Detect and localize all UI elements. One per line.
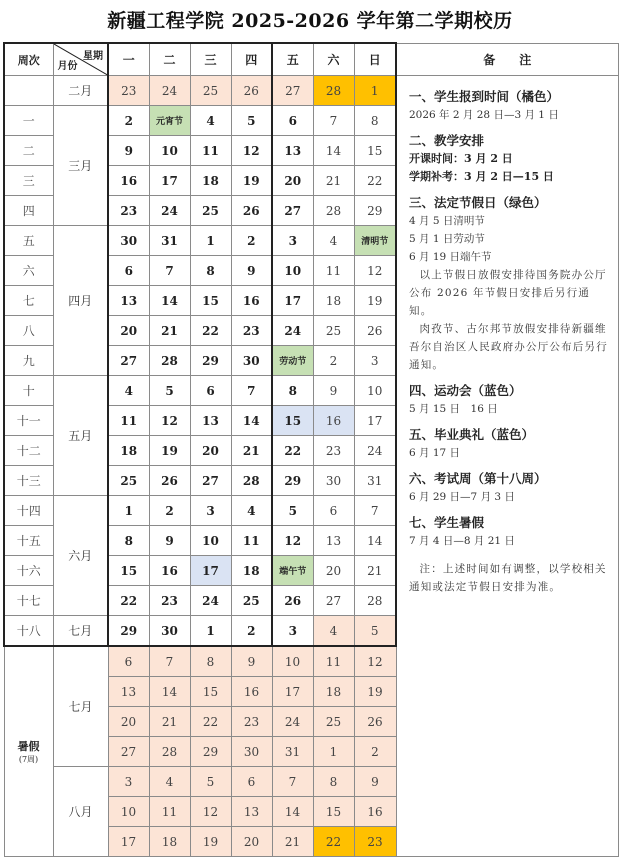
day-cell: 7 <box>149 256 190 286</box>
day-cell: 28 <box>354 586 396 616</box>
day-cell: 12 <box>190 797 231 827</box>
day-cell: 16 <box>149 556 190 586</box>
note-holiday-paragraph-2: 肉孜节、古尔邦节放假安排待新疆维吾尔自治区人民政府办公厅公布后另行通知。 <box>409 323 608 371</box>
day-cell: 18 <box>149 827 190 857</box>
day-cell: 3 <box>272 616 313 647</box>
month-cell: 七月 <box>53 646 108 767</box>
day-cell: 31 <box>354 466 396 496</box>
week-number: 八 <box>4 316 53 346</box>
day-cell: 17 <box>108 827 149 857</box>
day-cell: 8 <box>313 767 354 797</box>
day-cell: 1 <box>313 737 354 767</box>
day-cell: 11 <box>313 646 354 677</box>
day-cell: 9 <box>313 376 354 406</box>
month-cell: 七月 <box>53 616 108 647</box>
day-header-sun: 日 <box>354 43 396 76</box>
day-cell: 28 <box>313 196 354 226</box>
notes-header: 备 注 <box>396 43 618 76</box>
registration-day-cell: 28 <box>313 76 354 106</box>
calendar-table <box>3 42 619 857</box>
day-cell: 11 <box>149 797 190 827</box>
day-cell: 15 <box>190 286 231 316</box>
day-cell: 5 <box>190 767 231 797</box>
day-cell: 24 <box>272 707 313 737</box>
day-cell: 18 <box>313 677 354 707</box>
holiday-cell-lantern: 元宵节 <box>149 106 190 136</box>
registration-day-cell: 23 <box>354 827 396 857</box>
day-cell: 13 <box>313 526 354 556</box>
week-number: 十五 <box>4 526 53 556</box>
day-cell: 14 <box>231 406 272 436</box>
day-cell: 14 <box>272 797 313 827</box>
summer-label-cell <box>4 646 53 857</box>
day-cell: 4 <box>231 496 272 526</box>
day-cell: 23 <box>108 76 149 106</box>
week-number: 十三 <box>4 466 53 496</box>
day-cell: 2 <box>149 496 190 526</box>
month-label: 月份 <box>57 61 78 72</box>
graduation-cell: 17 <box>190 556 231 586</box>
day-header-thu: 四 <box>231 43 272 76</box>
sports-meet-cell: 15 <box>272 406 313 436</box>
note-teaching-title: 二、教学安排 <box>409 133 485 148</box>
note-graduation-title: 五、毕业典礼（蓝色） <box>409 427 535 442</box>
day-cell: 20 <box>108 707 149 737</box>
note-class-start: 开课时间：3 月 2 日 <box>409 152 513 165</box>
day-cell: 7 <box>313 106 354 136</box>
month-cell: 二月 <box>53 76 108 106</box>
day-cell: 14 <box>149 677 190 707</box>
day-cell: 13 <box>108 286 149 316</box>
day-cell: 26 <box>272 586 313 616</box>
day-cell: 28 <box>149 737 190 767</box>
day-cell: 11 <box>313 256 354 286</box>
day-cell: 18 <box>190 166 231 196</box>
day-cell: 27 <box>190 466 231 496</box>
day-cell: 5 <box>272 496 313 526</box>
day-cell: 7 <box>354 496 396 526</box>
day-cell: 9 <box>231 256 272 286</box>
day-cell: 26 <box>354 316 396 346</box>
day-cell: 3 <box>272 226 313 256</box>
day-cell: 7 <box>149 646 190 677</box>
note-sports-title: 四、运动会（蓝色） <box>409 383 522 398</box>
week-number: 十一 <box>4 406 53 436</box>
holiday-cell-labor-day: 劳动节 <box>272 346 313 376</box>
day-cell: 24 <box>272 316 313 346</box>
day-cell: 11 <box>108 406 149 436</box>
day-cell: 2 <box>231 616 272 647</box>
note-exam-week-title: 六、考试周（第十八周） <box>409 471 547 486</box>
day-cell: 12 <box>354 256 396 286</box>
month-cell: 五月 <box>53 376 108 496</box>
header-row <box>4 43 618 76</box>
day-cell: 7 <box>272 767 313 797</box>
day-header-fri: 五 <box>272 43 313 76</box>
day-cell: 23 <box>108 196 149 226</box>
note-exam-week-dates: 6 月 29 日—7 月 3 日 <box>409 491 515 503</box>
note-registration-dates: 2026 年 2 月 28 日—3 月 1 日 <box>409 109 559 121</box>
day-cell: 4 <box>313 226 354 256</box>
day-cell: 2 <box>231 226 272 256</box>
day-cell: 3 <box>108 767 149 797</box>
weekday-label: 星期 <box>83 51 103 62</box>
day-cell: 23 <box>313 436 354 466</box>
table-row <box>4 76 618 106</box>
day-cell: 9 <box>354 767 396 797</box>
day-cell: 21 <box>149 707 190 737</box>
day-cell: 15 <box>190 677 231 707</box>
diagonal-header <box>53 43 108 76</box>
day-cell: 24 <box>354 436 396 466</box>
day-cell: 25 <box>313 707 354 737</box>
day-cell: 20 <box>313 556 354 586</box>
day-cell: 24 <box>190 586 231 616</box>
week-number <box>4 76 53 106</box>
day-cell: 5 <box>149 376 190 406</box>
day-cell: 22 <box>354 166 396 196</box>
note-registration-title: 一、学生报到时间（橘色） <box>409 89 560 104</box>
day-cell: 6 <box>108 646 149 677</box>
day-cell: 27 <box>108 346 149 376</box>
day-cell: 11 <box>190 136 231 166</box>
day-cell: 20 <box>272 166 313 196</box>
note-graduation-date: 6 月 17 日 <box>409 447 461 459</box>
day-cell: 6 <box>108 256 149 286</box>
day-cell: 23 <box>231 707 272 737</box>
week-number: 十六 <box>4 556 53 586</box>
day-cell: 10 <box>108 797 149 827</box>
note-holidays-title: 三、法定节假日（绿色） <box>409 195 547 210</box>
note-summer-title: 七、学生暑假 <box>409 515 485 530</box>
day-cell: 14 <box>149 286 190 316</box>
note-labor-day: 5 月 1 日劳动节 <box>409 233 485 245</box>
day-cell: 20 <box>231 827 272 857</box>
day-cell: 24 <box>149 76 190 106</box>
day-cell: 26 <box>231 196 272 226</box>
day-cell: 8 <box>190 646 231 677</box>
day-cell: 4 <box>108 376 149 406</box>
day-cell: 31 <box>272 737 313 767</box>
day-cell: 29 <box>354 196 396 226</box>
day-cell: 16 <box>354 797 396 827</box>
day-cell: 19 <box>354 677 396 707</box>
day-cell: 30 <box>231 346 272 376</box>
day-cell: 29 <box>108 616 149 647</box>
day-header-wed: 三 <box>190 43 231 76</box>
day-cell: 19 <box>354 286 396 316</box>
day-cell: 6 <box>272 106 313 136</box>
day-cell: 21 <box>272 827 313 857</box>
day-header-mon: 一 <box>108 43 149 76</box>
week-number: 十八 <box>4 616 53 647</box>
day-cell: 26 <box>231 76 272 106</box>
day-cell: 4 <box>313 616 354 647</box>
note-sports-dates: 5 月 15 日 16 日 <box>409 403 498 415</box>
week-number: 七 <box>4 286 53 316</box>
day-cell: 17 <box>354 406 396 436</box>
holiday-cell-qingming: 清明节 <box>354 226 396 256</box>
summer-weeks: (7周) <box>18 755 39 764</box>
registration-day-cell: 1 <box>354 76 396 106</box>
page-title: 新疆工程学院 2025-2026 学年第二学期校历 <box>107 10 513 32</box>
day-cell: 25 <box>190 196 231 226</box>
note-dragon-boat: 6 月 19 日端午节 <box>409 251 492 263</box>
week-number: 五 <box>4 226 53 256</box>
day-cell: 1 <box>108 496 149 526</box>
day-cell: 28 <box>149 346 190 376</box>
day-cell: 20 <box>108 316 149 346</box>
day-cell: 3 <box>190 496 231 526</box>
day-cell: 21 <box>354 556 396 586</box>
day-cell: 14 <box>354 526 396 556</box>
day-cell: 12 <box>354 646 396 677</box>
day-cell: 30 <box>313 466 354 496</box>
day-header-sat: 六 <box>313 43 354 76</box>
month-cell: 八月 <box>53 767 108 857</box>
day-cell: 30 <box>108 226 149 256</box>
day-cell: 22 <box>108 586 149 616</box>
day-cell: 21 <box>231 436 272 466</box>
day-cell: 8 <box>190 256 231 286</box>
day-cell: 17 <box>272 677 313 707</box>
note-qingming: 4 月 5 日清明节 <box>409 215 485 227</box>
note-footnote: 注：上述时间如有调整，以学校相关通知或法定节假日安排为准。 <box>409 563 607 593</box>
day-cell: 25 <box>190 76 231 106</box>
day-cell: 8 <box>354 106 396 136</box>
day-cell: 8 <box>272 376 313 406</box>
day-cell: 14 <box>313 136 354 166</box>
note-makeup-exam: 学期补考：3 月 2 日—15 日 <box>409 170 554 183</box>
day-cell: 13 <box>272 136 313 166</box>
day-cell: 2 <box>108 106 149 136</box>
day-cell: 10 <box>190 526 231 556</box>
sports-meet-cell: 16 <box>313 406 354 436</box>
day-cell: 1 <box>190 616 231 647</box>
day-cell: 20 <box>190 436 231 466</box>
day-cell: 15 <box>354 136 396 166</box>
day-cell: 10 <box>272 646 313 677</box>
day-cell: 5 <box>231 106 272 136</box>
day-cell: 26 <box>354 707 396 737</box>
day-cell: 25 <box>231 586 272 616</box>
day-cell: 28 <box>231 466 272 496</box>
note-holiday-paragraph-1: 以上节假日放假安排待国务院办公厅公布 2026 年节假日安排后另行通知。 <box>409 269 607 317</box>
day-cell: 13 <box>231 797 272 827</box>
day-cell: 21 <box>149 316 190 346</box>
week-column-header: 周次 <box>4 43 53 76</box>
week-number: 二 <box>4 136 53 166</box>
day-cell: 25 <box>313 316 354 346</box>
day-cell: 2 <box>313 346 354 376</box>
week-number: 十二 <box>4 436 53 466</box>
day-cell: 19 <box>149 436 190 466</box>
day-cell: 26 <box>149 466 190 496</box>
day-cell: 27 <box>108 737 149 767</box>
day-cell: 6 <box>313 496 354 526</box>
month-cell: 六月 <box>53 496 108 616</box>
day-cell: 6 <box>231 767 272 797</box>
day-cell: 16 <box>231 677 272 707</box>
day-cell: 15 <box>108 556 149 586</box>
day-cell: 30 <box>149 616 190 647</box>
day-cell: 10 <box>149 136 190 166</box>
day-cell: 4 <box>149 767 190 797</box>
registration-day-cell: 22 <box>313 827 354 857</box>
day-cell: 27 <box>313 586 354 616</box>
day-cell: 19 <box>190 827 231 857</box>
week-number: 六 <box>4 256 53 286</box>
day-cell: 6 <box>190 376 231 406</box>
week-number: 十 <box>4 376 53 406</box>
day-cell: 13 <box>190 406 231 436</box>
day-cell: 17 <box>149 166 190 196</box>
week-number: 九 <box>4 346 53 376</box>
day-cell: 25 <box>108 466 149 496</box>
day-cell: 12 <box>272 526 313 556</box>
day-cell: 15 <box>313 797 354 827</box>
day-cell: 5 <box>354 616 396 647</box>
day-cell: 31 <box>149 226 190 256</box>
day-cell: 2 <box>354 737 396 767</box>
day-cell: 13 <box>108 677 149 707</box>
day-header-tue: 二 <box>149 43 190 76</box>
day-cell: 7 <box>231 376 272 406</box>
day-cell: 3 <box>354 346 396 376</box>
day-cell: 22 <box>272 436 313 466</box>
day-cell: 30 <box>231 737 272 767</box>
day-cell: 24 <box>149 196 190 226</box>
day-cell: 29 <box>190 737 231 767</box>
day-cell: 23 <box>149 586 190 616</box>
day-cell: 4 <box>190 106 231 136</box>
day-cell: 12 <box>149 406 190 436</box>
day-cell: 11 <box>231 526 272 556</box>
week-number: 十四 <box>4 496 53 526</box>
day-cell: 10 <box>354 376 396 406</box>
week-number: 十七 <box>4 586 53 616</box>
day-cell: 12 <box>231 136 272 166</box>
day-cell: 10 <box>272 256 313 286</box>
day-cell: 18 <box>108 436 149 466</box>
note-summer-dates: 7 月 4 日—8 月 21 日 <box>409 535 515 547</box>
day-cell: 18 <box>231 556 272 586</box>
day-cell: 8 <box>108 526 149 556</box>
month-cell: 四月 <box>53 226 108 376</box>
month-cell: 三月 <box>53 106 108 226</box>
notes-panel <box>396 76 618 857</box>
day-cell: 9 <box>108 136 149 166</box>
day-cell: 23 <box>231 316 272 346</box>
holiday-cell-dragon-boat: 端午节 <box>272 556 313 586</box>
day-cell: 16 <box>108 166 149 196</box>
week-number: 一 <box>4 106 53 136</box>
day-cell: 22 <box>190 707 231 737</box>
day-cell: 17 <box>272 286 313 316</box>
day-cell: 18 <box>313 286 354 316</box>
day-cell: 22 <box>190 316 231 346</box>
day-cell: 9 <box>149 526 190 556</box>
day-cell: 19 <box>231 166 272 196</box>
day-cell: 21 <box>313 166 354 196</box>
week-number: 三 <box>4 166 53 196</box>
summer-label: 暑假 <box>17 740 40 753</box>
day-cell: 9 <box>231 646 272 677</box>
day-cell: 29 <box>272 466 313 496</box>
day-cell: 27 <box>272 196 313 226</box>
day-cell: 27 <box>272 76 313 106</box>
week-number: 四 <box>4 196 53 226</box>
day-cell: 1 <box>190 226 231 256</box>
day-cell: 29 <box>190 346 231 376</box>
day-cell: 16 <box>231 286 272 316</box>
